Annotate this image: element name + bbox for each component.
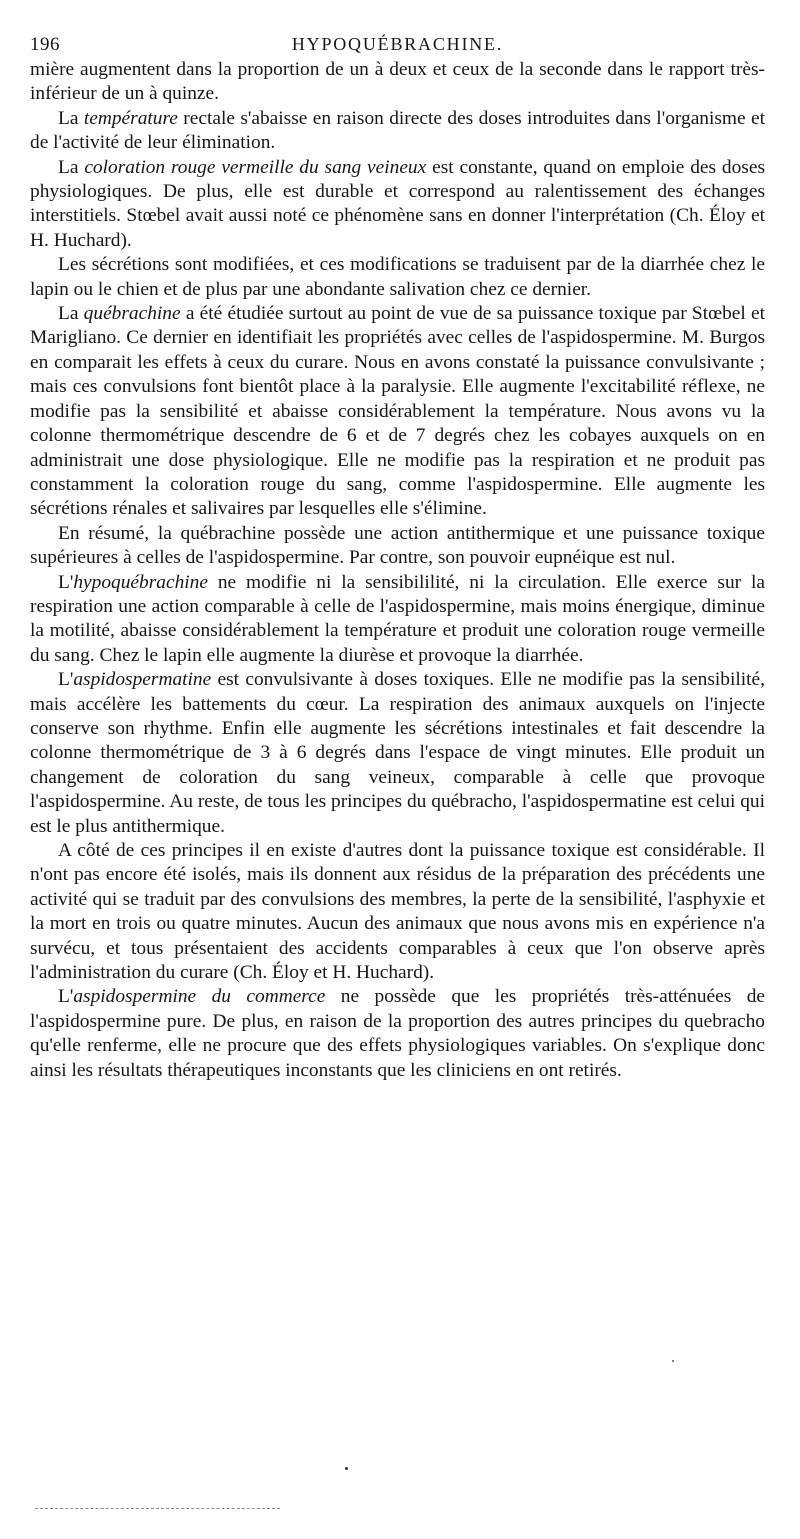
italic-term: aspidospermatine xyxy=(73,669,212,691)
body-text xyxy=(30,58,765,1083)
book-page xyxy=(30,34,765,1083)
paragraph xyxy=(30,668,765,839)
text-run: ne modifie ni la sensibililité, ni la circulation. Elle exerce sur la respiration une action comparable à celle de l'aspidospermine, mais moins énergique, diminue la motilité, abaisse considérablement la température et produit une coloration rouge vermeille du sang. Chez le lapin elle augmente la diurèse et provoque la diarrhée. xyxy=(30,571,765,666)
text-run: A côté de ces principes il en existe d'autres dont la puissance toxique est considérable. Il n'ont pas encore été isolés, mais ils donnent aux résidus de la préparation des précédents une activité qui se traduit par des convulsions des membres, la perte de la sensibilité, l'asphyxie et la mort en trois ou quatre minutes. Aucun des animaux que nous avons mis en expérience n'a survécu, et tous présentaient des accidents comparables à ceux que l'on observe après l'administration du curare (Ch. Éloy et H. Huchard). xyxy=(30,840,765,984)
italic-term: québrachine xyxy=(83,303,181,325)
text-run: L' xyxy=(58,571,74,593)
text-run: L' xyxy=(58,669,74,691)
paragraph xyxy=(30,302,765,522)
page-header xyxy=(30,34,765,58)
text-run: ne possède que les propriétés très-atténuées de l'aspidospermine pure. De plus, en raison de la proportion des autres principes du quebracho qu'elle renferme, elle ne procure que des effets physiologiques variables. On s'explique donc ainsi les résultats thérapeutiques inconstants que les cliniciens en ont retirés. xyxy=(30,986,766,1081)
paragraph xyxy=(30,571,765,669)
text-run: est convulsivante à doses toxiques. Elle ne modifie pas la sensibilité, mais accélère les battements du cœur. La respiration des animaux auxquels on l'injecte conserve son rhythme. Enfin elle augmente les sécrétions intestinales et fait descendre la colonne thermométrique de 3 à 6 degrés dans l'espace de vingt minutes. Elle produit un changement de coloration du sang veineux, comparable à celle que provoque l'aspidospermine. Au reste, de tous les principes du québracho, l'aspidospermatine est celui qui est le plus antithermique. xyxy=(30,669,765,837)
italic-term: hypoquébrachine xyxy=(73,571,208,593)
italic-term: aspidospermine du commerce xyxy=(73,986,326,1008)
text-run: La xyxy=(58,156,85,178)
text-run: mière augmentent dans la proportion de un à deux et ceux de la seconde dans le rapport très-inférieur de un à quinze. xyxy=(30,59,765,105)
text-run: La xyxy=(58,107,84,129)
footer-rule xyxy=(35,1508,280,1509)
print-speck xyxy=(345,1467,348,1470)
text-run: rectale s'abaisse en raison directe des doses introduites dans l'organisme et de l'activité de leur élimination. xyxy=(30,107,765,154)
paragraph xyxy=(30,985,765,1083)
page-number: 196 xyxy=(30,34,60,55)
text-run: La xyxy=(58,303,84,325)
paragraph-continuation xyxy=(30,58,765,107)
paragraph xyxy=(30,107,765,156)
print-speck xyxy=(672,1360,674,1362)
paragraph xyxy=(30,839,765,985)
text-run: Les sécrétions sont modifiées, et ces modifications se traduisent par de la diarrhée chez le lapin ou le chien et de plus par une abondante salivation chez ce dernier. xyxy=(30,254,765,300)
running-title: HYPOQUÉBRACHINE. xyxy=(291,34,504,54)
text-run: est constante, quand on emploie des doses physiologiques. De plus, elle est durable et correspond au ralentissement des échanges interstitiels. Stœbel avait aussi noté ce phénomène sans en donner l'interprétation (Ch. Éloy et H. Huchard). xyxy=(30,156,765,251)
paragraph xyxy=(30,522,765,571)
italic-term: température xyxy=(83,107,178,129)
text-run: En résumé, la québrachine possède une action antithermique et une puissance toxique supérieures à celles de l'aspidospermine. Par contre, son pouvoir eupnéique est nul. xyxy=(30,522,765,569)
italic-term: coloration rouge vermeille du sang veineux xyxy=(84,156,427,178)
text-run: a été étudiée surtout au point de vue de sa puissance toxique par Stœbel et Marigliano. Ce dernier en identifiait les propriétés avec celles de l'aspidospermine. M. Burgos en comparait les effets à ceux du curare. Nous en avons constaté la puissance convulsivante ; mais ces convulsions font bientôt place à la paralysie. Elle augmente l'excitabilité réflexe, ne modifie pas la sensibilité et abaisse considérablement la température. Nous avons vu la colonne thermométrique descendre de 6 et de 7 degrés chez les cobayes auxquels on en administrait une dose physiologique. Elle ne modifie pas la respiration et ne produit pas constamment la coloration rouge du sang, comme l'aspidospermine. Elle augmente les sécrétions rénales et salivaires par lesquelles elle s'élimine. xyxy=(30,303,765,520)
paragraph xyxy=(30,253,765,302)
text-run: L' xyxy=(58,986,74,1008)
paragraph xyxy=(30,156,765,254)
